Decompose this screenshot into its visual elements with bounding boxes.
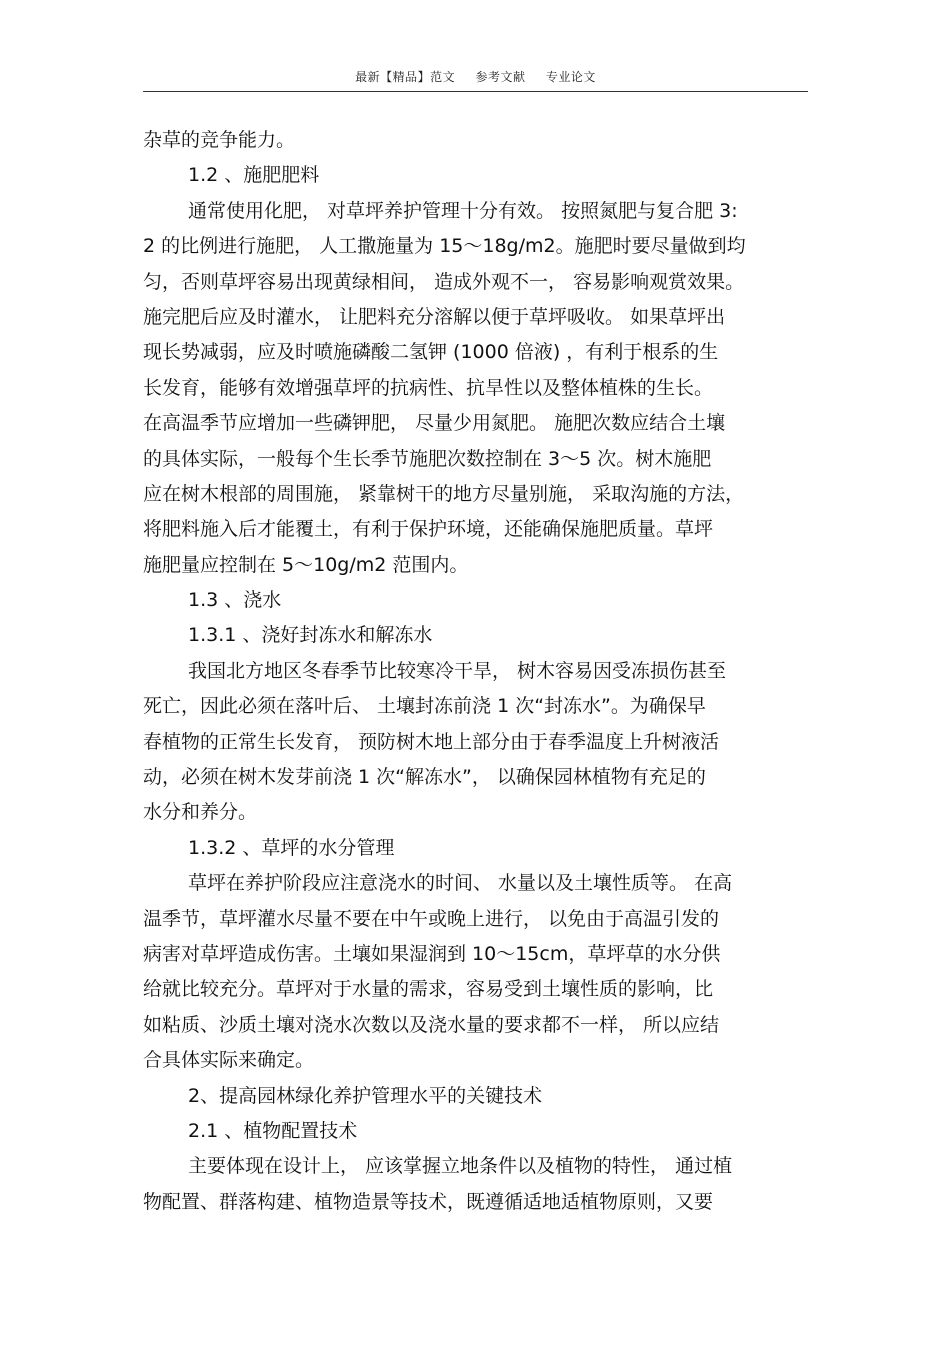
text-line: 杂草的竞争能力。: [143, 129, 296, 151]
text-line: 主要体现在设计上， 应该掌握立地条件以及植物的特性， 通过植: [188, 1155, 733, 1178]
header-item-references: 参考文献: [475, 70, 526, 84]
text-line: 2、提高园林绿化养护管理水平的关键技术: [188, 1084, 543, 1107]
text-line: 动，必须在树木发芽前浇 1 次“解冻水”， 以确保园林植物有充足的: [143, 766, 706, 789]
text-line: 我国北方地区冬春季节比较寒冷干旱， 树木容易因受冻损伤甚至: [188, 659, 727, 682]
text-line: 物配置、群落构建、植物造景等技术，既遵循适地适植物原则，又要: [143, 1190, 714, 1213]
text-line: 2.1 、植物配置技术: [188, 1119, 358, 1142]
header-item-papers: 专业论文: [545, 70, 596, 84]
page-header: [143, 68, 808, 85]
text-line: 施完肥后应及时灌水， 让肥料充分溶解以便于草坪吸收。 如果草坪出: [143, 305, 726, 328]
text-line: 温季节，草坪灌水尽量不要在中午或晚上进行， 以免由于高温引发的: [143, 907, 720, 930]
header-item-latest: 最新【精品】范文: [355, 70, 456, 84]
document-body: [143, 123, 808, 1220]
text-line: 现长势减弱，应及时喷施磷酸二氢钾 (1000 倍液) ，有利于根系的生: [143, 341, 719, 364]
text-line: 春植物的正常生长发育， 预防树木地上部分由于春季温度上升树液活: [143, 730, 720, 753]
text-line: 在高温季节应增加一些磷钾肥， 尽量少用氮肥。 施肥次数应结合土壤: [143, 412, 726, 435]
text-line: 病害对草坪造成伤害。土壤如果湿润到 10～15cm，草坪草的水分供: [143, 942, 721, 965]
text-line: 通常使用化肥， 对草坪养护管理十分有效。 按照氮肥与复合肥 3:: [188, 199, 738, 222]
text-line: 长发育，能够有效增强草坪的抗病性、抗旱性以及整体植株的生长。: [143, 376, 714, 399]
text-line: 草坪在养护阶段应注意浇水的时间、 水量以及土壤性质等。 在高: [188, 872, 733, 895]
text-line: 施肥量应控制在 5～10g/m2 范围内。: [143, 553, 469, 576]
text-line: 给就比较充分。草坪对于水量的需求，容易受到土壤性质的影响，比: [143, 978, 714, 1001]
text-line: 将肥料施入后才能覆土，有利于保护环境，还能确保施肥质量。草坪: [143, 518, 714, 541]
text-line: 应在树木根部的周围施， 紧靠树干的地方尽量别施， 采取沟施的方法，: [143, 482, 745, 505]
header-divider: [143, 91, 808, 92]
text-line: 死亡，因此必须在落叶后、 土壤封冻前浇 1 次“封冻水”。为确保早: [143, 695, 706, 718]
text-line: 匀，否则草坪容易出现黄绿相间， 造成外观不一， 容易影响观赏效果。: [143, 270, 745, 293]
text-line: 1.3.2 、草坪的水分管理: [188, 836, 395, 859]
text-line: 1.3 、浇水: [188, 589, 282, 612]
text-line: 1.3.1 、浇好封冻水和解冻水: [188, 624, 433, 647]
text-line: 如粘质、沙质土壤对浇水次数以及浇水量的要求都不一样， 所以应结: [143, 1013, 720, 1036]
text-line: 水分和养分。: [143, 801, 258, 824]
text-line: 2 的比例进行施肥， 人工撒施量为 15～18g/m2。施肥时要尽量做到均: [143, 235, 746, 258]
text-line: 的具体实际，一般每个生长季节施肥次数控制在 3～5 次。树木施肥: [143, 447, 712, 470]
text-line: 合具体实际来确定。: [143, 1049, 315, 1072]
text-line: 1.2 、施肥肥料: [188, 164, 320, 187]
